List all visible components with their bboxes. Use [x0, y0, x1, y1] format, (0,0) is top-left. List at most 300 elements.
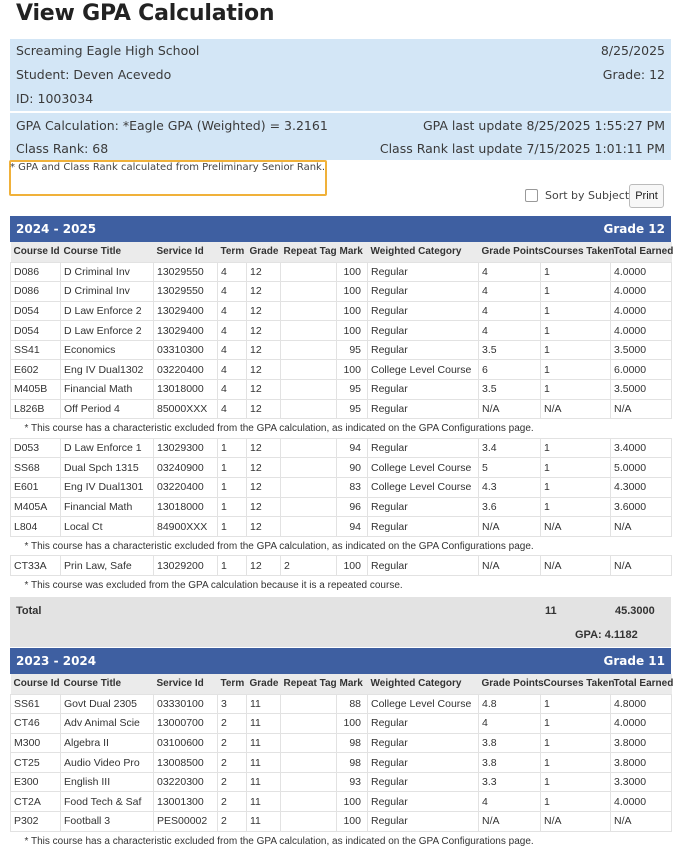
- cell-mark: 95: [337, 380, 368, 400]
- cell-total-earned: 6.0000: [611, 360, 672, 380]
- cell-grade: 11: [247, 714, 281, 734]
- year-label: 2023 - 2024: [16, 654, 97, 668]
- cell-courses-taken: 1: [541, 340, 611, 360]
- exclusion-note: * This course has a characteristic excluded from the GPA calculation, as indicated on the GPA Configurations page.: [24, 835, 534, 847]
- table-header-row: [11, 242, 672, 262]
- cell-term: 4: [218, 340, 247, 360]
- cell-mark: 100: [337, 262, 368, 282]
- cell-weighted-category: Regular: [368, 438, 479, 458]
- cell-term: 3: [218, 694, 247, 714]
- cell-courses-taken: 1: [541, 497, 611, 517]
- cell-grade-points: N/A: [479, 556, 541, 576]
- col-header-courses-taken: Courses Taken: [541, 242, 611, 262]
- cell-term: 1: [218, 438, 247, 458]
- cell-grade-points: 3.8: [479, 733, 541, 753]
- cell-weighted-category: Regular: [368, 282, 479, 302]
- table-row: [11, 753, 672, 773]
- cell-grade: 12: [247, 340, 281, 360]
- cell-repeat-tag: [281, 694, 337, 714]
- col-header-term: Term: [218, 674, 247, 694]
- table-row: [11, 556, 672, 576]
- cell-repeat-tag: 2: [281, 556, 337, 576]
- cell-course-id: CT46: [11, 714, 61, 734]
- exclusion-note-row: [11, 576, 672, 596]
- col-header-service-id: Service Id: [154, 242, 218, 262]
- cell-service-id: 03220300: [154, 772, 218, 792]
- cell-weighted-category: Regular: [368, 380, 479, 400]
- cell-course-id: P302: [11, 812, 61, 832]
- cell-course-title: English III: [61, 772, 154, 792]
- cell-grade: 11: [247, 753, 281, 773]
- cell-service-id: 84900XXX: [154, 517, 218, 537]
- cell-mark: 100: [337, 360, 368, 380]
- year-grade: Grade 11: [603, 654, 665, 668]
- cell-course-title: Financial Math: [61, 497, 154, 517]
- cell-weighted-category: Regular: [368, 812, 479, 832]
- cell-grade: 12: [247, 282, 281, 302]
- cell-grade-points: 5: [479, 458, 541, 478]
- cell-course-id: D086: [11, 282, 61, 302]
- cell-term: 4: [218, 399, 247, 419]
- cell-repeat-tag: [281, 812, 337, 832]
- cell-repeat-tag: [281, 478, 337, 498]
- cell-courses-taken: 1: [541, 438, 611, 458]
- year-grade: Grade 12: [603, 222, 665, 236]
- gpa-calculation: GPA Calculation: *Eagle GPA (Weighted) = 3.2161: [16, 118, 328, 133]
- cell-service-id: 13008500: [154, 753, 218, 773]
- col-header-weighted-category: Weighted Category: [368, 242, 479, 262]
- print-button[interactable]: Print: [629, 184, 664, 208]
- cell-total-earned: N/A: [611, 399, 672, 419]
- cell-mark: 98: [337, 733, 368, 753]
- cell-weighted-category: Regular: [368, 753, 479, 773]
- cell-courses-taken: N/A: [541, 556, 611, 576]
- cell-mark: 83: [337, 478, 368, 498]
- cell-grade: 12: [247, 497, 281, 517]
- cell-weighted-category: Regular: [368, 321, 479, 341]
- cell-term: 2: [218, 714, 247, 734]
- exclusion-note: * This course has a characteristic excluded from the GPA calculation, as indicated on the GPA Configurations page.: [24, 423, 534, 435]
- cell-total-earned: 4.0000: [611, 282, 672, 302]
- cell-weighted-category: Regular: [368, 733, 479, 753]
- cell-courses-taken: N/A: [541, 517, 611, 537]
- cell-total-earned: 3.3000: [611, 772, 672, 792]
- cell-grade: 12: [247, 438, 281, 458]
- cell-repeat-tag: [281, 438, 337, 458]
- cell-weighted-category: Regular: [368, 772, 479, 792]
- cell-grade: 12: [247, 458, 281, 478]
- cell-repeat-tag: [281, 792, 337, 812]
- student-name: Student: Deven Acevedo: [16, 67, 172, 82]
- table-row: [11, 772, 672, 792]
- table-row: [11, 517, 672, 537]
- class-rank-last-update: Class Rank last update 7/15/2025 1:01:11 PM: [379, 141, 665, 156]
- table-row: [11, 399, 672, 419]
- cell-course-title: D Law Enforce 2: [61, 301, 154, 321]
- cell-service-id: 13000700: [154, 714, 218, 734]
- cell-course-id: D086: [11, 262, 61, 282]
- cell-term: 4: [218, 282, 247, 302]
- table-header-row: [11, 674, 672, 694]
- cell-total-earned: 3.6000: [611, 497, 672, 517]
- cell-mark: 96: [337, 497, 368, 517]
- student-id: ID: 1003034: [16, 91, 94, 106]
- cell-courses-taken: 1: [541, 321, 611, 341]
- cell-grade: 12: [247, 517, 281, 537]
- cell-grade: 11: [247, 792, 281, 812]
- cell-course-id: E300: [11, 772, 61, 792]
- cell-term: 2: [218, 772, 247, 792]
- year-gpa: GPA: 4.1182: [575, 629, 638, 641]
- cell-service-id: 03220400: [154, 360, 218, 380]
- col-header-grade: Grade: [247, 242, 281, 262]
- cell-weighted-category: College Level Course: [368, 478, 479, 498]
- col-header-weighted-category: Weighted Category: [368, 674, 479, 694]
- cell-service-id: 13029400: [154, 301, 218, 321]
- cell-total-earned: 4.0000: [611, 321, 672, 341]
- cell-service-id: 03330100: [154, 694, 218, 714]
- year-label: 2024 - 2025: [16, 222, 97, 236]
- cell-weighted-category: Regular: [368, 517, 479, 537]
- cell-repeat-tag: [281, 262, 337, 282]
- sort-by-subject-checkbox[interactable]: [525, 189, 538, 202]
- cell-mark: 88: [337, 694, 368, 714]
- cell-total-earned: 4.0000: [611, 714, 672, 734]
- cell-course-title: Local Ct: [61, 517, 154, 537]
- cell-courses-taken: 1: [541, 301, 611, 321]
- cell-grade: 12: [247, 262, 281, 282]
- cell-repeat-tag: [281, 360, 337, 380]
- cell-service-id: 13001300: [154, 792, 218, 812]
- cell-grade: 12: [247, 399, 281, 419]
- cell-total-earned: 4.0000: [611, 262, 672, 282]
- cell-course-id: SS68: [11, 458, 61, 478]
- year-header-2023-2024: [10, 648, 671, 674]
- cell-grade-points: 3.4: [479, 438, 541, 458]
- year-total-2024-2025: [10, 597, 671, 647]
- year-header-2024-2025: [10, 216, 671, 242]
- table-row: [11, 733, 672, 753]
- col-header-course-id: Course Id: [11, 242, 61, 262]
- cell-mark: 100: [337, 301, 368, 321]
- cell-grade-points: 6: [479, 360, 541, 380]
- cell-repeat-tag: [281, 282, 337, 302]
- cell-weighted-category: Regular: [368, 301, 479, 321]
- cell-course-title: D Law Enforce 1: [61, 438, 154, 458]
- cell-mark: 100: [337, 321, 368, 341]
- col-header-repeat-tag: Repeat Tag: [281, 674, 337, 694]
- cell-term: 1: [218, 458, 247, 478]
- cell-term: 2: [218, 733, 247, 753]
- cell-course-title: Prin Law, Safe: [61, 556, 154, 576]
- exclusion-note-row: [11, 419, 672, 439]
- cell-term: 1: [218, 497, 247, 517]
- col-header-total-earned: Total Earned: [611, 674, 672, 694]
- cell-courses-taken: 1: [541, 714, 611, 734]
- cell-grade-points: 4: [479, 321, 541, 341]
- cell-course-id: M405B: [11, 380, 61, 400]
- cell-grade-points: 3.6: [479, 497, 541, 517]
- cell-mark: 100: [337, 282, 368, 302]
- cell-service-id: 13029550: [154, 262, 218, 282]
- cell-course-id: L826B: [11, 399, 61, 419]
- student-grade: Grade: 12: [602, 67, 665, 82]
- cell-mark: 100: [337, 792, 368, 812]
- cell-course-title: D Criminal Inv: [61, 262, 154, 282]
- cell-total-earned: 5.0000: [611, 458, 672, 478]
- cell-grade-points: 4: [479, 262, 541, 282]
- cell-total-earned: N/A: [611, 517, 672, 537]
- cell-grade-points: 4: [479, 282, 541, 302]
- cell-service-id: 13029200: [154, 556, 218, 576]
- cell-course-title: Eng IV Dual1301: [61, 478, 154, 498]
- col-header-course-id: Course Id: [11, 674, 61, 694]
- cell-grade-points: 4: [479, 301, 541, 321]
- cell-repeat-tag: [281, 340, 337, 360]
- cell-grade-points: N/A: [479, 399, 541, 419]
- table-row: [11, 321, 672, 341]
- cell-courses-taken: 1: [541, 282, 611, 302]
- col-header-mark: Mark: [337, 674, 368, 694]
- cell-courses-taken: N/A: [541, 399, 611, 419]
- cell-grade: 12: [247, 556, 281, 576]
- cell-mark: 94: [337, 438, 368, 458]
- cell-course-id: E601: [11, 478, 61, 498]
- cell-total-earned: N/A: [611, 556, 672, 576]
- cell-total-earned: 4.0000: [611, 301, 672, 321]
- cell-service-id: PES00002: [154, 812, 218, 832]
- col-header-grade-points: Grade Points: [479, 242, 541, 262]
- cell-grade: 11: [247, 812, 281, 832]
- cell-weighted-category: Regular: [368, 399, 479, 419]
- cell-total-earned: 3.8000: [611, 733, 672, 753]
- cell-weighted-category: Regular: [368, 340, 479, 360]
- table-row: [11, 792, 672, 812]
- table-row: [11, 340, 672, 360]
- col-header-repeat-tag: Repeat Tag: [281, 242, 337, 262]
- cell-grade: 12: [247, 301, 281, 321]
- cell-courses-taken: 1: [541, 360, 611, 380]
- cell-term: 4: [218, 321, 247, 341]
- table-row: [11, 458, 672, 478]
- cell-total-earned: 3.5000: [611, 380, 672, 400]
- cell-course-title: Govt Dual 2305: [61, 694, 154, 714]
- exclusion-note: * This course was excluded from the GPA calculation because it is a repeated course.: [24, 580, 403, 592]
- cell-grade-points: N/A: [479, 812, 541, 832]
- cell-term: 1: [218, 556, 247, 576]
- cell-grade-points: 3.5: [479, 380, 541, 400]
- table-row: [11, 694, 672, 714]
- cell-course-id: E602: [11, 360, 61, 380]
- exclusion-note: * This course has a characteristic excluded from the GPA calculation, as indicated on the GPA Configurations page.: [24, 540, 534, 552]
- cell-total-earned: N/A: [611, 812, 672, 832]
- cell-course-title: Football 3: [61, 812, 154, 832]
- cell-service-id: 85000XXX: [154, 399, 218, 419]
- cell-course-title: Economics: [61, 340, 154, 360]
- cell-course-id: SS41: [11, 340, 61, 360]
- cell-weighted-category: College Level Course: [368, 694, 479, 714]
- exclusion-note-row: [11, 536, 672, 556]
- table-row: [11, 497, 672, 517]
- cell-grade: 12: [247, 380, 281, 400]
- exclusion-note-row: [11, 831, 672, 851]
- cell-term: 4: [218, 301, 247, 321]
- cell-service-id: 13018000: [154, 497, 218, 517]
- cell-course-title: Off Period 4: [61, 399, 154, 419]
- cell-service-id: 03220400: [154, 478, 218, 498]
- cell-grade: 12: [247, 360, 281, 380]
- cell-service-id: 13018000: [154, 380, 218, 400]
- sort-by-subject-label[interactable]: Sort by Subject: [545, 189, 630, 202]
- cell-mark: 95: [337, 399, 368, 419]
- cell-repeat-tag: [281, 733, 337, 753]
- col-header-course-title: Course Title: [61, 674, 154, 694]
- cell-grade-points: 3.3: [479, 772, 541, 792]
- cell-term: 2: [218, 792, 247, 812]
- cell-grade-points: N/A: [479, 517, 541, 537]
- cell-weighted-category: College Level Course: [368, 360, 479, 380]
- cell-course-id: D054: [11, 301, 61, 321]
- cell-service-id: 13029300: [154, 438, 218, 458]
- cell-term: 4: [218, 262, 247, 282]
- cell-repeat-tag: [281, 517, 337, 537]
- cell-grade: 12: [247, 478, 281, 498]
- cell-courses-taken: 1: [541, 262, 611, 282]
- school-name: Screaming Eagle High School: [16, 43, 200, 58]
- table-row: [11, 301, 672, 321]
- cell-course-id: M300: [11, 733, 61, 753]
- cell-courses-taken: 1: [541, 380, 611, 400]
- cell-repeat-tag: [281, 753, 337, 773]
- gpa-last-update: GPA last update 8/25/2025 1:55:27 PM: [422, 118, 665, 133]
- cell-term: 2: [218, 812, 247, 832]
- col-header-course-title: Course Title: [61, 242, 154, 262]
- cell-grade: 11: [247, 772, 281, 792]
- cell-mark: 100: [337, 812, 368, 832]
- student-info-panel: [10, 39, 671, 111]
- cell-courses-taken: 1: [541, 792, 611, 812]
- col-header-courses-taken: Courses Taken: [541, 674, 611, 694]
- cell-courses-taken: 1: [541, 694, 611, 714]
- cell-mark: 93: [337, 772, 368, 792]
- cell-mark: 90: [337, 458, 368, 478]
- cell-weighted-category: Regular: [368, 714, 479, 734]
- cell-grade-points: 4: [479, 792, 541, 812]
- report-date: 8/25/2025: [600, 43, 665, 58]
- table-row: [11, 714, 672, 734]
- cell-courses-taken: 1: [541, 753, 611, 773]
- class-rank: Class Rank: 68: [16, 141, 109, 156]
- cell-repeat-tag: [281, 399, 337, 419]
- cell-course-title: Audio Video Pro: [61, 753, 154, 773]
- col-header-total-earned: Total Earned: [611, 242, 672, 262]
- cell-grade-points: 4.3: [479, 478, 541, 498]
- cell-course-id: D053: [11, 438, 61, 458]
- cell-course-title: D Criminal Inv: [61, 282, 154, 302]
- cell-service-id: 13029400: [154, 321, 218, 341]
- cell-term: 2: [218, 753, 247, 773]
- cell-mark: 100: [337, 556, 368, 576]
- cell-repeat-tag: [281, 380, 337, 400]
- cell-total-earned: 4.3000: [611, 478, 672, 498]
- cell-courses-taken: 1: [541, 458, 611, 478]
- cell-service-id: 03310300: [154, 340, 218, 360]
- cell-course-title: Eng IV Dual1302: [61, 360, 154, 380]
- cell-mark: 94: [337, 517, 368, 537]
- cell-repeat-tag: [281, 458, 337, 478]
- table-row: [11, 438, 672, 458]
- cell-repeat-tag: [281, 301, 337, 321]
- cell-term: 4: [218, 360, 247, 380]
- cell-courses-taken: 1: [541, 478, 611, 498]
- cell-repeat-tag: [281, 772, 337, 792]
- cell-course-id: M405A: [11, 497, 61, 517]
- cell-grade: 11: [247, 694, 281, 714]
- cell-course-id: CT2A: [11, 792, 61, 812]
- cell-total-earned: 4.8000: [611, 694, 672, 714]
- cell-course-id: L804: [11, 517, 61, 537]
- cell-course-id: CT33A: [11, 556, 61, 576]
- cell-grade: 11: [247, 733, 281, 753]
- col-header-grade-points: Grade Points: [479, 674, 541, 694]
- cell-service-id: 03100600: [154, 733, 218, 753]
- cell-mark: 100: [337, 714, 368, 734]
- cell-weighted-category: Regular: [368, 497, 479, 517]
- table-row: [11, 262, 672, 282]
- cell-repeat-tag: [281, 714, 337, 734]
- total-courses-taken: 11: [545, 605, 557, 617]
- cell-term: 1: [218, 517, 247, 537]
- rank-note: * GPA and Class Rank calculated from Preliminary Senior Rank.: [10, 162, 326, 173]
- col-header-grade: Grade: [247, 674, 281, 694]
- cell-grade-points: 4: [479, 714, 541, 734]
- cell-course-title: Financial Math: [61, 380, 154, 400]
- table-row: [11, 360, 672, 380]
- total-label: Total: [16, 605, 42, 617]
- cell-term: 4: [218, 380, 247, 400]
- cell-term: 1: [218, 478, 247, 498]
- cell-repeat-tag: [281, 321, 337, 341]
- gpa-info-panel: [10, 113, 671, 160]
- cell-course-id: CT25: [11, 753, 61, 773]
- cell-courses-taken: 1: [541, 772, 611, 792]
- cell-course-title: Adv Animal Scie: [61, 714, 154, 734]
- cell-grade: 12: [247, 321, 281, 341]
- cell-weighted-category: College Level Course: [368, 458, 479, 478]
- total-earned: 45.3000: [615, 605, 655, 617]
- cell-repeat-tag: [281, 497, 337, 517]
- table-row: [11, 812, 672, 832]
- col-header-term: Term: [218, 242, 247, 262]
- cell-grade-points: 3.8: [479, 753, 541, 773]
- col-header-mark: Mark: [337, 242, 368, 262]
- cell-courses-taken: 1: [541, 733, 611, 753]
- table-row: [11, 478, 672, 498]
- cell-service-id: 13029550: [154, 282, 218, 302]
- table-row: [11, 380, 672, 400]
- cell-course-id: D054: [11, 321, 61, 341]
- cell-grade-points: 4.8: [479, 694, 541, 714]
- cell-course-title: Dual Spch 1315: [61, 458, 154, 478]
- cell-total-earned: 3.5000: [611, 340, 672, 360]
- cell-weighted-category: Regular: [368, 556, 479, 576]
- cell-course-title: Food Tech & Saf: [61, 792, 154, 812]
- cell-total-earned: 4.0000: [611, 792, 672, 812]
- cell-course-title: Algebra II: [61, 733, 154, 753]
- cell-courses-taken: N/A: [541, 812, 611, 832]
- cell-grade-points: 3.5: [479, 340, 541, 360]
- cell-total-earned: 3.4000: [611, 438, 672, 458]
